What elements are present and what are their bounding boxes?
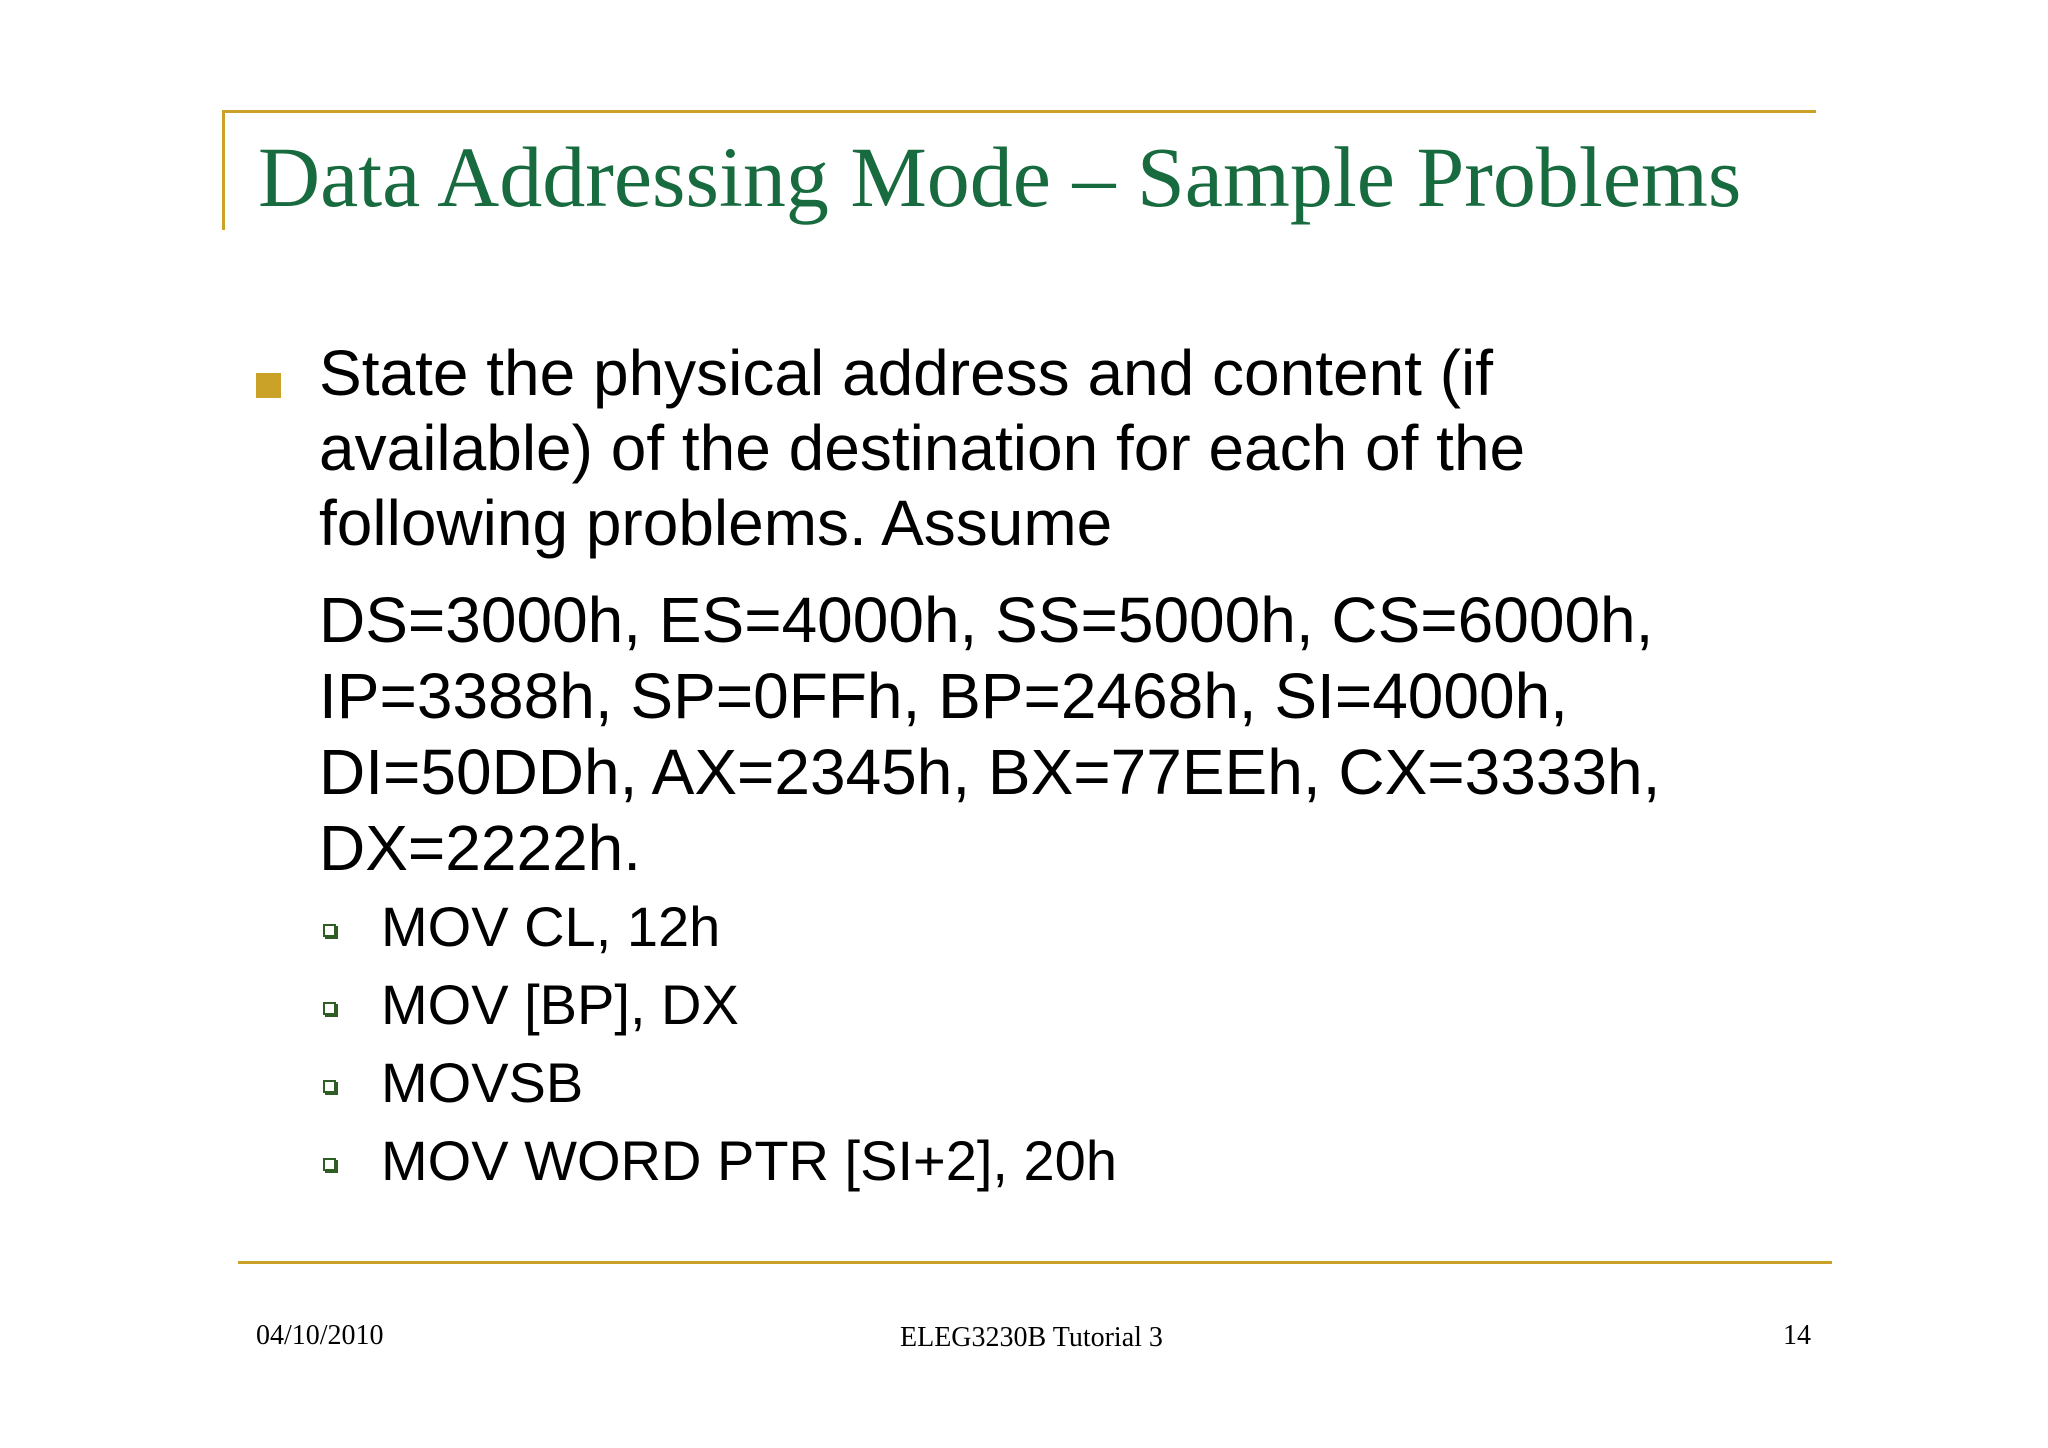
list-item (319, 966, 1719, 1044)
checkbox-bullet-icon (323, 1158, 336, 1171)
register-values (319, 582, 1819, 886)
footer-course: ELEG3230B Tutorial 3 (900, 1322, 1163, 1353)
register-line: DS=3000h, ES=4000h, SS=5000h, CS=6000h, (319, 584, 1654, 656)
list-item (319, 1122, 1719, 1200)
footer-rule (238, 1261, 1832, 1264)
checkbox-bullet-icon (323, 1002, 336, 1015)
register-line: DX=2222h. (319, 812, 642, 884)
title-top-rule (222, 110, 1816, 113)
register-line: IP=3388h, SP=0FFh, BP=2468h, SI=4000h, (319, 660, 1568, 732)
title-left-rule (222, 110, 225, 230)
register-line: DI=50DDh, AX=2345h, BX=77EEh, CX=3333h, (319, 736, 1661, 808)
slide-title: Data Addressing Mode – Sample Problems (258, 129, 1742, 225)
problem-text: MOV WORD PTR [SI+2], 20h (381, 1129, 1117, 1192)
list-item (319, 1044, 1719, 1122)
list-item (319, 888, 1719, 966)
problem-text: MOV [BP], DX (381, 973, 739, 1036)
footer-date: 04/10/2010 (256, 1320, 384, 1351)
problem-list (319, 888, 1719, 1200)
statement-line: following problems. Assume (319, 487, 1113, 559)
problem-text: MOVSB (381, 1051, 584, 1114)
problem-text: MOV CL, 12h (381, 895, 721, 958)
square-bullet-icon (256, 373, 281, 398)
statement-line: available) of the destination for each of the (319, 412, 1526, 484)
statement-line: State the physical address and content (if (319, 337, 1494, 409)
checkbox-bullet-icon (323, 1080, 336, 1093)
checkbox-bullet-icon (323, 924, 336, 937)
problem-statement (319, 336, 1819, 561)
page-number: 14 (1783, 1320, 1811, 1351)
